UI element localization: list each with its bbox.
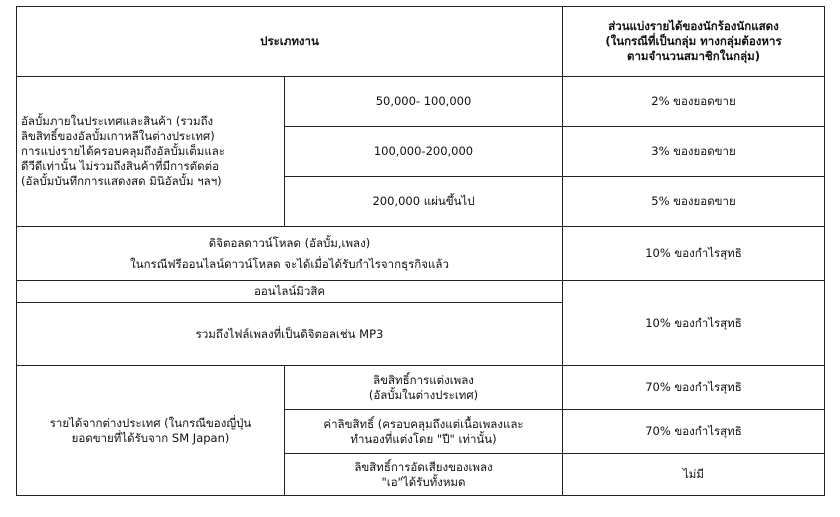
overseas-item-share: 70% ของกำไรสุทธิ: [563, 410, 825, 454]
overseas-item: [285, 410, 563, 454]
album-tier-share: 3% ของยอดขาย: [563, 127, 825, 177]
overseas-item-share: 70% ของกำไรสุทธิ: [563, 366, 825, 410]
header-share-line: ตามจำนวนสมาชิกในกลุ่ม): [626, 49, 761, 63]
digital-description: [17, 227, 563, 281]
overseas-desc-line: ยอดขายที่ได้รับจาก SM Japan): [71, 430, 230, 445]
overseas-item-line: ค่าลิขสิทธิ์ (ครอบคลุมถึงแต่เนื้อเพลงและ: [323, 416, 524, 431]
album-tier-share: 5% ของยอดขาย: [563, 177, 825, 227]
album-desc-line: ดีวีดีเท่านั้น ไม่รวมถึงสินค้าที่มีการตัดต่อ: [21, 159, 219, 173]
header-job-type: ประเภทงาน: [17, 7, 563, 77]
online-detail: รวมถึงไฟล์เพลงที่เป็นดิจิตอลเช่น MP3: [17, 303, 563, 366]
digital-share: 10% ของกำไรสุทธิ: [563, 227, 825, 281]
album-tier-range: 200,000 แผ่นขึ้นไป: [285, 177, 563, 227]
album-desc-line: ลิขสิทธิ์ของอัลบั้มเกาหลีในต่างประเทศ): [21, 129, 215, 143]
header-row: [17, 7, 825, 77]
overseas-item-line: ลิขสิทธิ์การแต่งเพลง: [373, 372, 474, 387]
album-row: [17, 77, 825, 127]
revenue-share-table: [16, 6, 825, 496]
online-title-row: [17, 281, 825, 303]
album-tier-range: 100,000-200,000: [285, 127, 563, 177]
album-desc-line: อัลบั้มภายในประเทศและสินค้า (รวมถึง: [21, 114, 214, 128]
overseas-item: [285, 454, 563, 496]
online-share: 10% ของกำไรสุทธิ: [563, 281, 825, 366]
overseas-row: [17, 366, 825, 410]
header-share-line: ส่วนแบ่งรายได้ของนักร้องนักแสดง: [608, 19, 779, 33]
overseas-item-line: ลิขสิทธิ์การอัดเสียงของเพลง: [354, 459, 493, 474]
overseas-desc-line: รายได้จากต่างประเทศ (ในกรณีของญี่ปุ่น: [49, 415, 252, 430]
album-desc-line: การแบ่งรายได้ครอบคลุมถึงอัลบั้มเต็มและ: [21, 144, 225, 158]
header-share: [563, 7, 825, 77]
digital-line: ดิจิตอลดาวน์โหลด (อัลบั้ม,เพลง): [208, 235, 371, 250]
digital-line: ในกรณีฟรีออนไลน์ดาวน์โหลด จะได้เมื่อได้รับกำไรจากธุรกิจแล้ว: [130, 256, 449, 271]
album-tier-share: 2% ของยอดขาย: [563, 77, 825, 127]
overseas-item-line: (อัลบั้มในต่างประเทศ): [368, 387, 479, 402]
overseas-item-line: "เอ"ได้รับทั้งหมด: [381, 474, 466, 489]
album-tier-range: 50,000- 100,000: [285, 77, 563, 127]
album-desc-line: (อัลบั้มบันทึกการแสดงสด มินิอัลบั้ม ฯลฯ): [21, 174, 222, 188]
overseas-description: [17, 366, 285, 496]
digital-row: [17, 227, 825, 281]
overseas-item-line: ทำนองที่แต่งโดย "ปี" เท่านั้น): [350, 431, 497, 446]
overseas-item: [285, 366, 563, 410]
album-description: [17, 77, 285, 227]
header-share-line: (ในกรณีที่เป็นกลุ่ม ทางกลุ่มต้องหาร: [605, 34, 782, 48]
online-title: ออนไลน์มิวสิค: [17, 281, 563, 303]
overseas-item-share: ไม่มี: [563, 454, 825, 496]
